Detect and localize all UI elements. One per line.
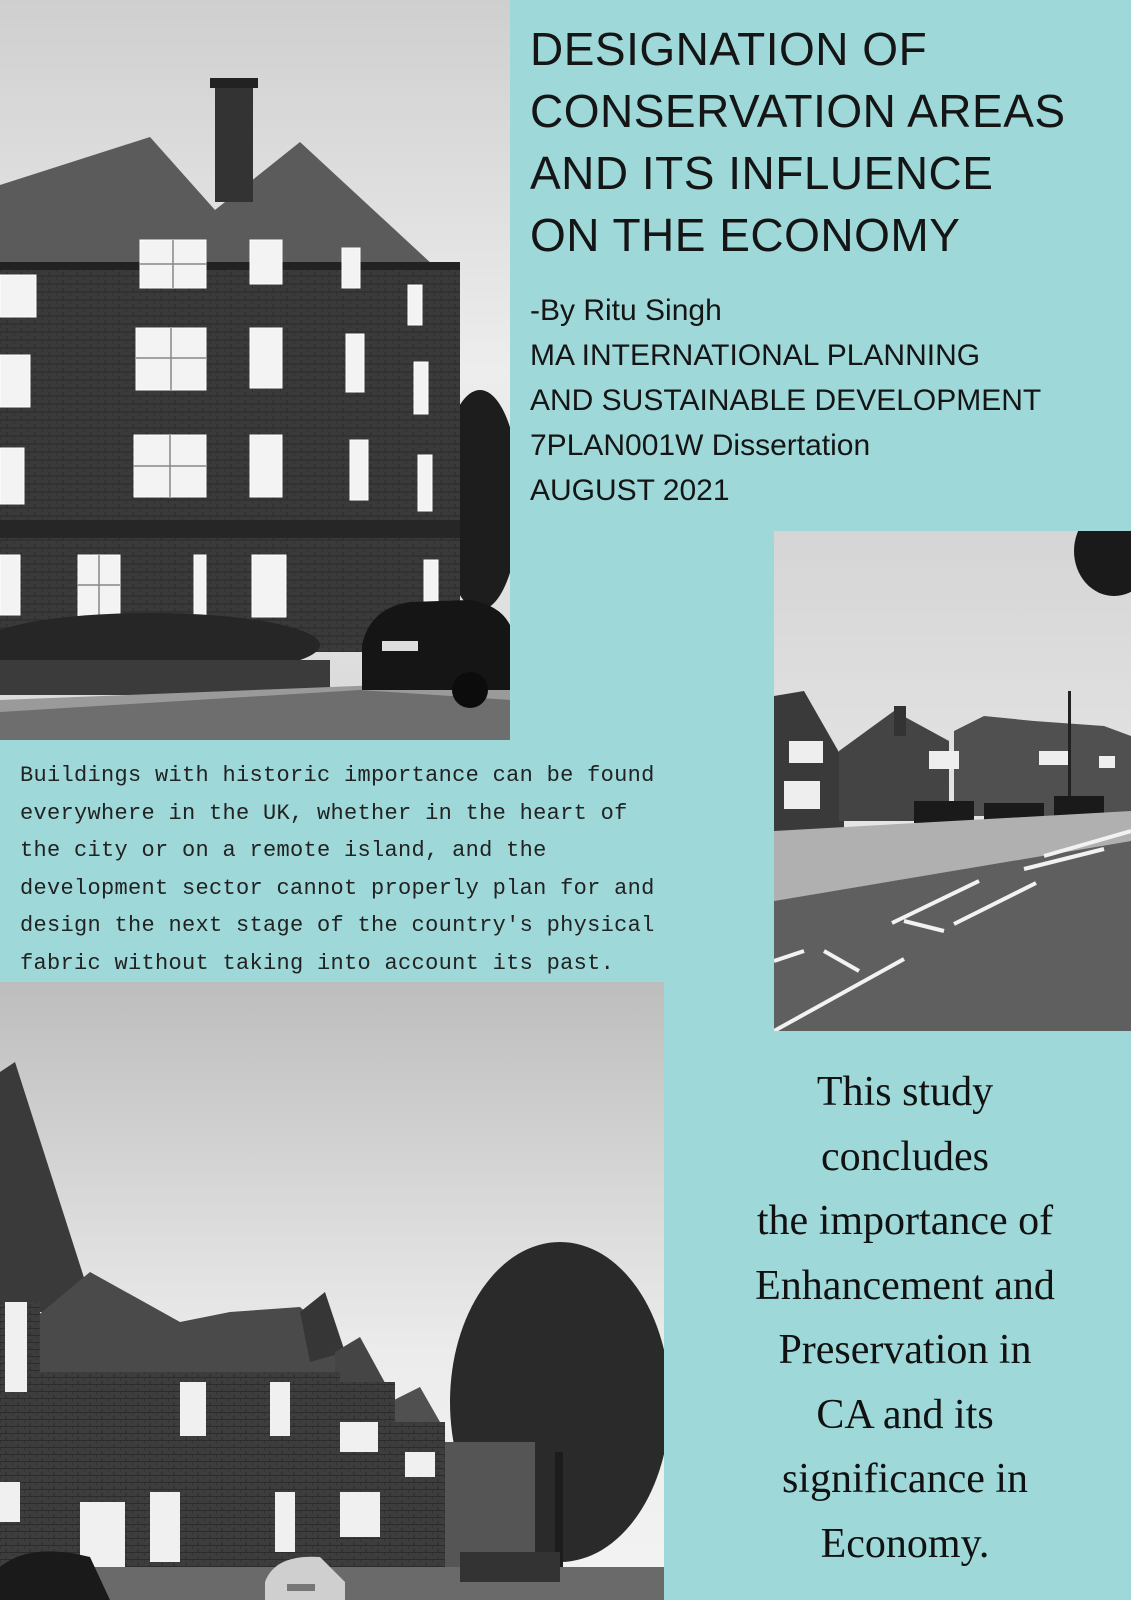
author-info	[530, 288, 1130, 513]
conclusion-line: significance in	[781, 1456, 1029, 1502]
conclusion-line: concludes	[821, 1133, 989, 1180]
conclusion-line: This study	[816, 1069, 994, 1115]
author-line: -By Ritu Singh	[530, 294, 722, 327]
photo-suburban-street	[774, 531, 1131, 1031]
intro-line: development sector cannot properly plan for and	[20, 875, 655, 901]
intro-line: fabric without taking into account its past.	[20, 950, 615, 976]
conclusion-statement	[700, 1060, 1110, 1576]
conclusion-line: Economy.	[820, 1520, 990, 1567]
conclusion-line: Enhancement and	[755, 1262, 1055, 1309]
conclusion-line: CA and its	[816, 1391, 994, 1438]
programme-line: MA INTERNATIONAL PLANNING	[530, 339, 981, 372]
photo-apartment-building	[0, 0, 510, 740]
title-line: CONSERVATION AREAS	[530, 85, 1066, 137]
date-line: AUGUST 2021	[530, 474, 730, 507]
conclusion-line: Preservation in	[778, 1327, 1032, 1373]
title-line: AND ITS INFLUENCE	[530, 147, 994, 199]
title-line: ON THE ECONOMY	[530, 209, 961, 261]
intro-line: design the next stage of the country's physical	[20, 913, 655, 938]
programme-line: AND SUSTAINABLE DEVELOPMENT	[530, 384, 1042, 417]
intro-line: the city or on a remote island, and the	[20, 838, 547, 863]
photo-row-of-houses	[0, 982, 664, 1600]
conclusion-line: the importance of	[756, 1198, 1054, 1244]
title-line: DESIGNATION OF	[530, 23, 928, 75]
intro-paragraph	[20, 757, 760, 982]
intro-line: Buildings with historic importance can be found	[20, 763, 655, 788]
module-line: 7PLAN001W Dissertation	[530, 429, 871, 462]
intro-line: everywhere in the UK, whether in the heart of	[20, 800, 628, 826]
page-title	[530, 18, 1130, 266]
